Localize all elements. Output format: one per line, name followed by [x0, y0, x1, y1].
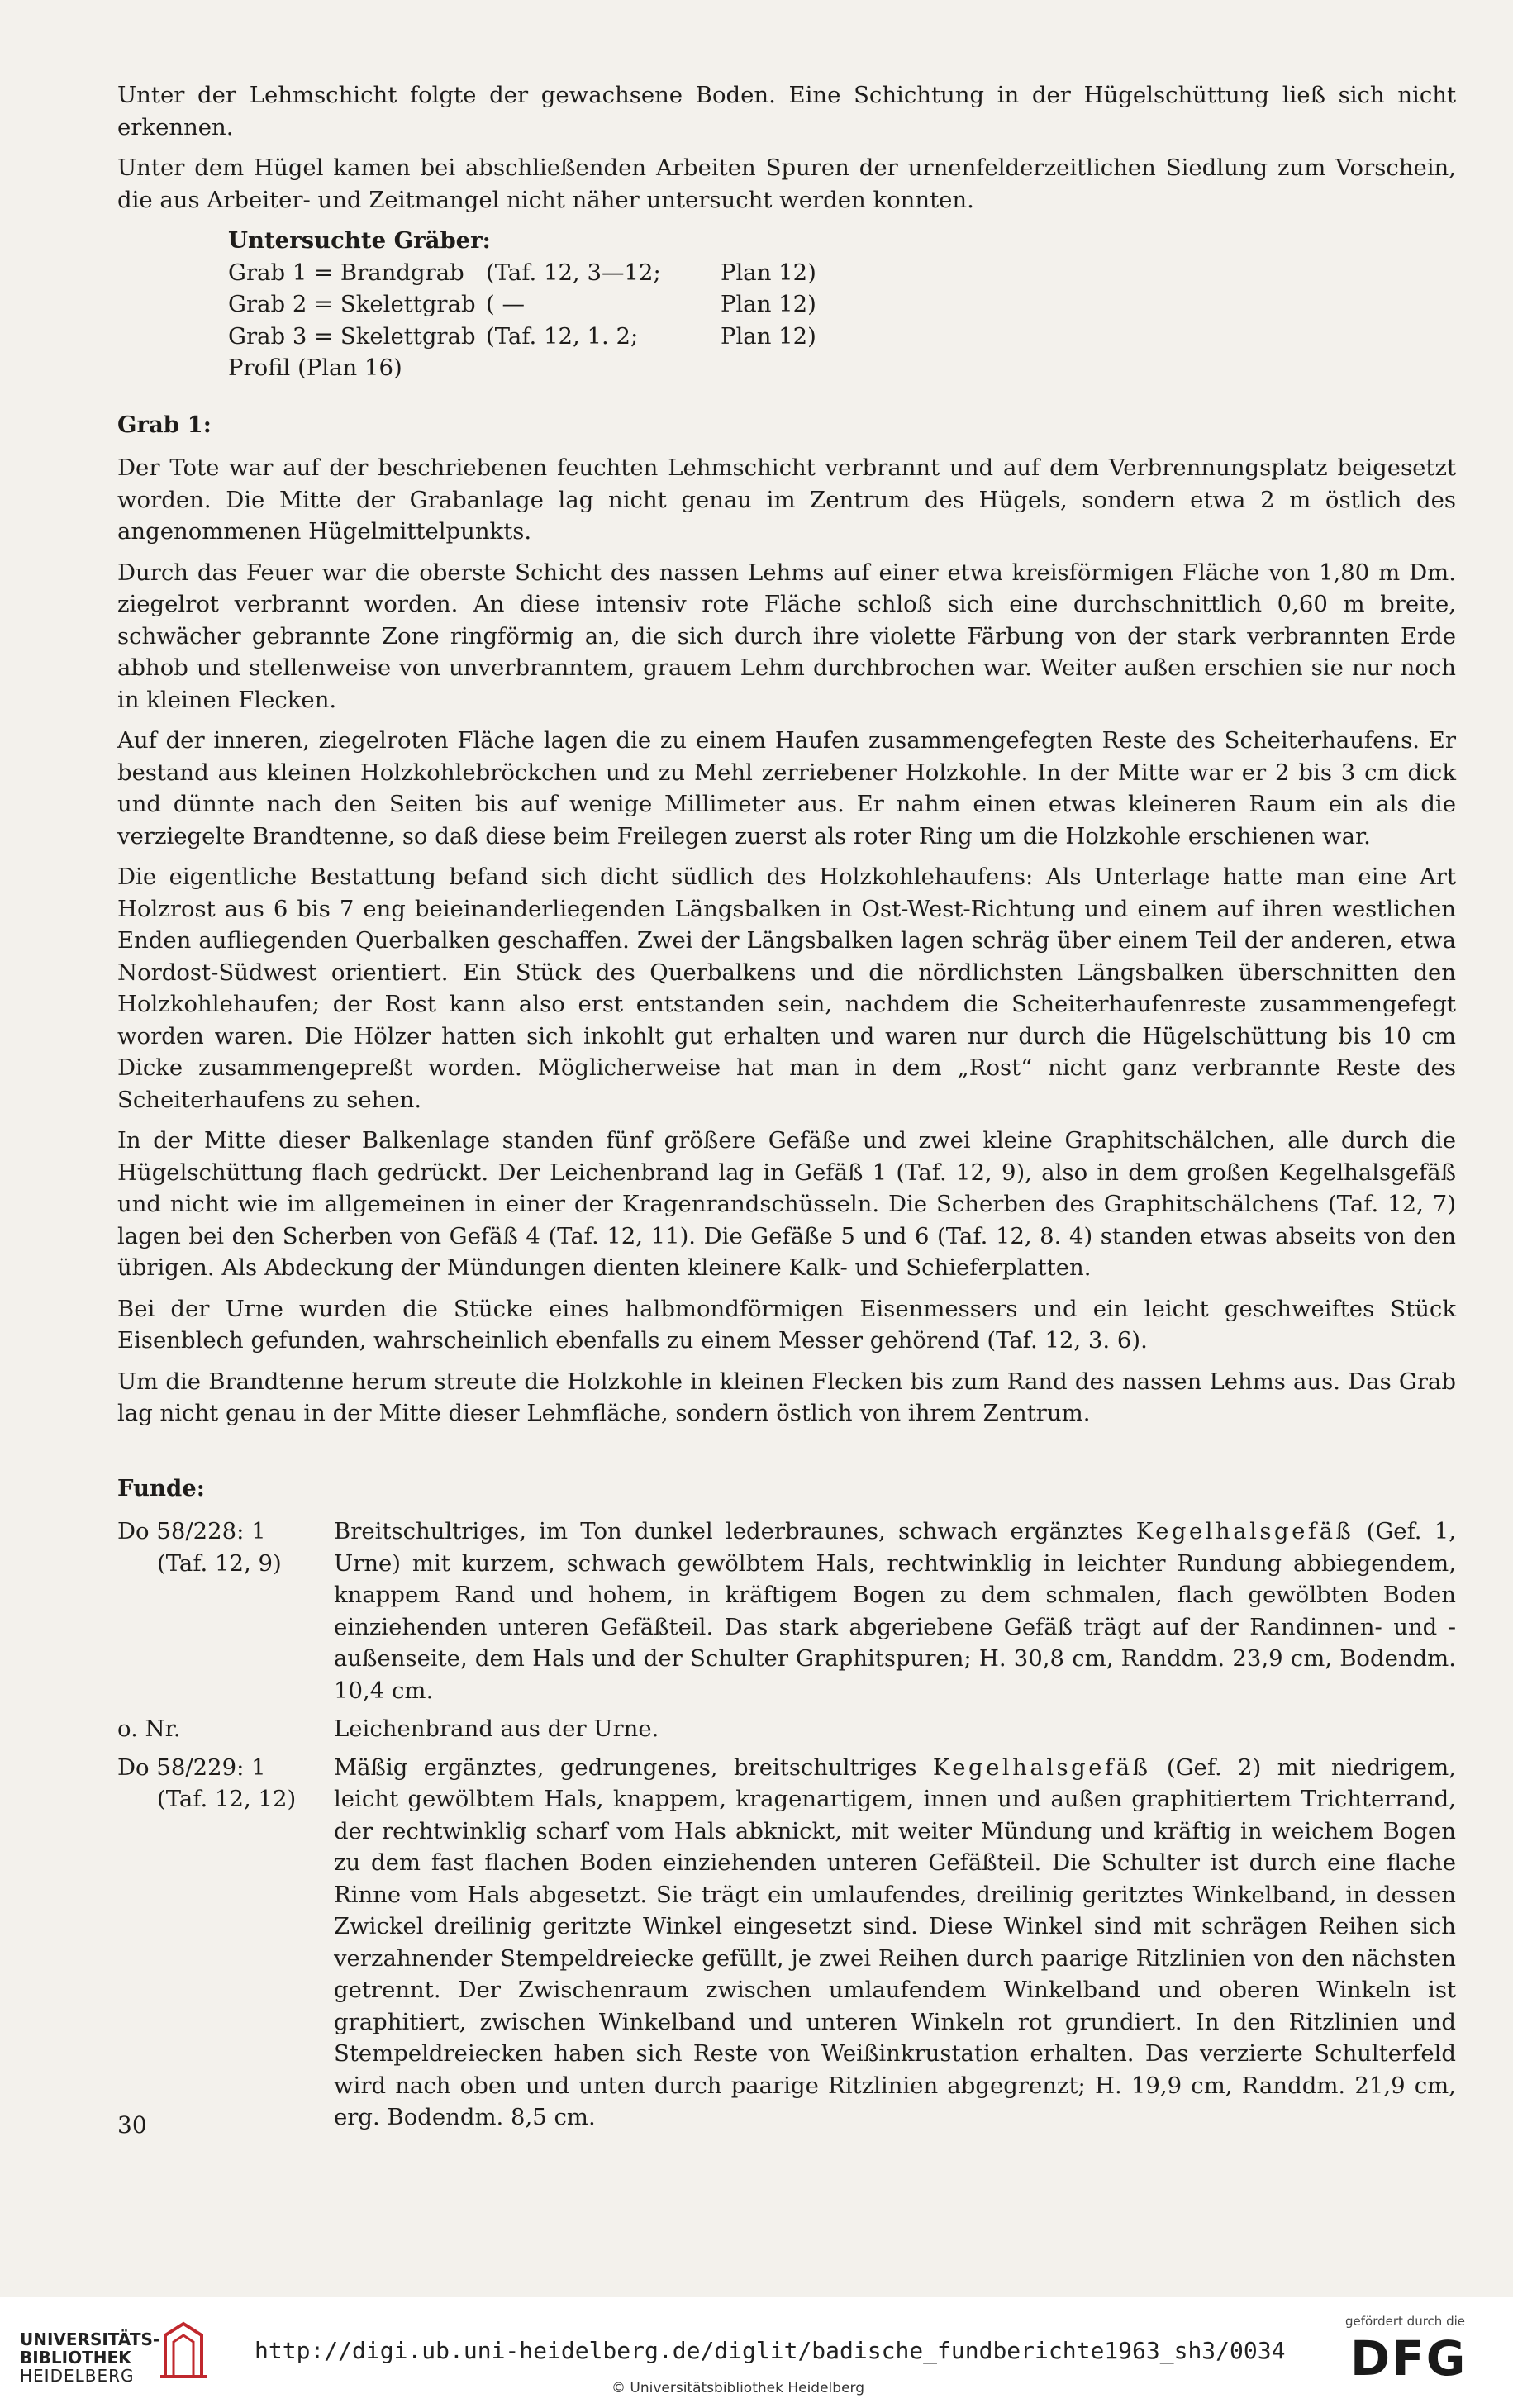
- find-description: [334, 1713, 1456, 1745]
- graves-list: [228, 225, 1456, 384]
- grab1-heading: Grab 1:: [117, 411, 212, 438]
- find-label: [117, 1752, 334, 2134]
- find-number: Do 58/228: 1: [117, 1518, 266, 1544]
- paragraph: Die eigentliche Bestattung befand sich dicht südlich des Holzkohlehaufens: Als Unterlage hatte man eine Art Holzrost aus 6 bis 7 eng beieinanderliegenden Längsbalken in Ost-West-Richtung und einem auf ihren westlichen Enden aufliegenden Querbalken geschaffen. Zwei der Längsbalken lagen schräg über einem Teil der anderen, etwa Nordost-Südwest orientiert. Ein Stück des Querbalkens und die nördlichsten Längsbalken überschnitten den Holzkohlehaufen; der Rost kann also erst entstanden sein, nachdem die Scheiterhaufenreste zusammengefegt worden waren. Die Hölzer hatten sich inkohlt gut erhalten und waren nur durch die Hügelschüttung bis 10 cm Dicke zusammengepreßt worden. Möglicherweise hat man in dem „Rost“ nicht ganz verbrannte Reste des Scheiterhaufens zu sehen.: [117, 864, 1456, 1113]
- grave-row: [228, 288, 816, 321]
- profil-line: Profil (Plan 16): [228, 355, 402, 381]
- library-line: BIBLIOTHEK: [20, 2348, 131, 2368]
- copyright-notice: © Universitätsbibliothek Heidelberg: [611, 2380, 865, 2396]
- grave-plan: Plan 12): [721, 322, 816, 350]
- page-number: 30: [117, 2111, 147, 2139]
- find-description: [334, 1516, 1456, 1706]
- grave-name: Grab 3 = Skelettgrab: [228, 322, 476, 350]
- find-plate-ref: (Taf. 12, 9): [157, 1549, 282, 1577]
- footer-bar: [0, 2297, 1513, 2408]
- grave-row: [228, 321, 816, 353]
- find-entry: [117, 1516, 1456, 1706]
- dfg-logo: DFG: [1350, 2330, 1468, 2387]
- grave-taf: ( —: [486, 291, 525, 317]
- paragraph: Unter dem Hügel kamen bei abschließenden Arbeiten Spuren der urnenfelderzeitlichen Siedlung zum Vorschein, die aus Arbeiter- und Zeitmangel nicht näher untersucht werden konnten.: [117, 155, 1456, 213]
- paragraph: Um die Brandtenne herum streute die Holzkohle in kleinen Flecken bis zum Rand des nassen Lehms aus. Das Grab lag nicht genau in der Mitte dieser Lehmfläche, sondern östlich von ihrem Zentrum.: [117, 1368, 1456, 1426]
- grave-name: Grab 1 = Brandgrab: [228, 259, 464, 286]
- find-text: Leichenbrand aus der Urne.: [334, 1716, 659, 1742]
- grave-row: [228, 257, 816, 289]
- find-number: o. Nr.: [117, 1716, 181, 1742]
- graves-table: [228, 257, 816, 353]
- grave-plan: Plan 12): [721, 259, 816, 286]
- paragraph: Bei der Urne wurden die Stücke eines halbmondförmigen Eisenmessers und ein leicht geschweiftes Stück Eisenblech gefunden, wahrscheinlich ebenfalls zu einem Messer gehörend (Taf. 12, 3. 6).: [117, 1295, 1456, 1354]
- funder-caption: gefördert durch die: [1345, 2314, 1465, 2329]
- find-term: Kegelhalsgefäß: [932, 1754, 1151, 1781]
- grave-taf: (Taf. 12, 1. 2;: [486, 322, 639, 350]
- paragraph: In der Mitte dieser Balkenlage standen fünf größere Gefäße und zwei kleine Graphitschälchen, alle durch die Hügelschüttung flach gedrückt. Der Leichenbrand lag in Gefäß 1 (Taf. 12, 9), also in dem großen Kegelhalsgefäß und nicht wie im allgemeinen in einer der Kragenrandschüsseln. Die Scherben des Graphitschälchens (Taf. 12, 7) lagen bei den Scherben von Gefäß 4 (Taf. 12, 11). Die Gefäße 5 und 6 (Taf. 12, 8. 4) standen etwas abseits von den übrigen. Als Abdeckung der Mündungen dienten kleinere Kalk- und Schieferplatten.: [117, 1127, 1456, 1281]
- find-entry: [117, 1752, 1456, 2134]
- funde-heading: Funde:: [117, 1474, 205, 1501]
- paragraph: Auf der inneren, ziegelroten Fläche lagen die zu einem Haufen zusammengefegten Reste des Scheiterhaufens. Er bestand aus kleinen Holzkohlebröckchen und zu Mehl zerriebener Holzkohle. In der Mitte war er 2 bis 3 cm dick und dünnte nach den Seiten bis auf wenige Millimeter aus. Er nahm einen etwas kleineren Raum ein als die verziegelte Brandtenne, so daß diese beim Freilegen zuerst als roter Ring um die Holzkohle erschienen war.: [117, 727, 1456, 849]
- find-label: [117, 1516, 334, 1706]
- paragraph: Durch das Feuer war die oberste Schicht des nassen Lehms auf einer etwa kreisförmigen Fläche von 1,80 m Dm. ziegelrot verbrannt worden. An diese intensiv rote Fläche schloß sich eine durchschnittlich 0,60 m breite, schwächer gebrannte Zone ringförmig an, die sich durch ihre violette Färbung von der stark verbrannten Erde abhob und stellenweise von unverbranntem, grauem Lehm durchbrochen war. Weiter außen erschien sie nur noch in kleinen Flecken.: [117, 559, 1456, 713]
- library-name: [20, 2330, 159, 2385]
- find-text: (Gef. 1, Urne) mit kurzem, schwach gewölbtem Hals, rechtwinklig in leichter Rundung abbiegendem, knappem Rand und hohem, in kräftigem Bogen zu dem schmalen, flach gewölbten Boden einziehenden unteren Gefäßteil. Das stark abgeriebene Gefäß trägt auf der Randinnen- und -außenseite, dem Hals und der Schulter Graphitspuren; H. 30,8 cm, Randdm. 23,9 cm, Bodendm. 10,4 cm.: [334, 1518, 1456, 1704]
- library-line: HEIDELBERG: [20, 2366, 135, 2386]
- grave-name: Grab 2 = Skelettgrab: [228, 291, 476, 317]
- find-term: Kegelhalsgefäß: [1135, 1518, 1354, 1544]
- page-url-link[interactable]: http://digi.ub.uni-heidelberg.de/diglit/badische_fundberichte1963_sh3/0034: [255, 2337, 1286, 2364]
- grave-plan: Plan 12): [721, 291, 816, 317]
- find-number: Do 58/229: 1: [117, 1754, 266, 1781]
- library-line: UNIVERSITÄTS-: [20, 2329, 160, 2349]
- find-plate-ref: (Taf. 12, 12): [157, 1786, 297, 1812]
- main-text: [117, 79, 1456, 2140]
- library-logo-icon: [159, 2317, 208, 2383]
- grave-taf: (Taf. 12, 3—12;: [486, 259, 661, 286]
- find-description: [334, 1752, 1456, 2134]
- find-entry: [117, 1713, 1456, 1745]
- find-text: (Gef. 2) mit niedrigem, leicht gewölbtem Hals, knappem, kragenartigem, innen und außen graphitiertem Trichterrand, der rechtwinklig scharf vom Hals abknickt, mit weiter Mündung und kräftig in weichem Bogen zu dem fast flachen Boden einziehenden unteren Gefäßteil. Die Schulter ist durch eine flache Rinne vom Hals abgesetzt. Sie trägt ein umlaufendes, dreilinig geritztes Winkelband, in dessen Zwickel dreilinig geritzte Winkel eingesetzt sind. Diese Winkel sind mit schrägen Reihen sich verzahnender Stempeldreiecke gefüllt, je zwei Reihen durch paarige Ritzlinien von den nächsten getrennt. Der Zwischenraum zwischen umlaufendem Winkelband und oberen Winkeln ist graphitiert, zwischen Winkelband und unteren Winkeln rot grundiert. In den Ritzlinien und Stempeldreiecken haben sich Reste von Weißinkrustation erhalten. Das verzierte Schulterfeld wird nach oben und unten durch paarige Ritzlinien abgegrenzt; H. 19,9 cm, Randdm. 21,9 cm, erg. Bodendm. 8,5 cm.: [334, 1754, 1456, 2130]
- find-label: [117, 1713, 334, 1745]
- graves-heading: Untersuchte Gräber:: [228, 227, 491, 254]
- find-text: Mäßig ergänztes, gedrungenes, breitschultriges: [334, 1754, 933, 1781]
- paragraph: Unter der Lehmschicht folgte der gewachsene Boden. Eine Schichtung in der Hügelschüttung ließ sich nicht erkennen.: [117, 82, 1456, 140]
- paragraph: Der Tote war auf der beschriebenen feuchten Lehmschicht verbrannt und auf dem Verbrennungsplatz beigesetzt worden. Die Mitte der Grabanlage lag nicht genau im Zentrum des Hügels, sondern etwa 2 m östlich des angenommenen Hügelmittelpunkts.: [117, 454, 1456, 545]
- find-text: Breitschultriges, im Ton dunkel lederbraunes, schwach ergänztes: [334, 1518, 1136, 1544]
